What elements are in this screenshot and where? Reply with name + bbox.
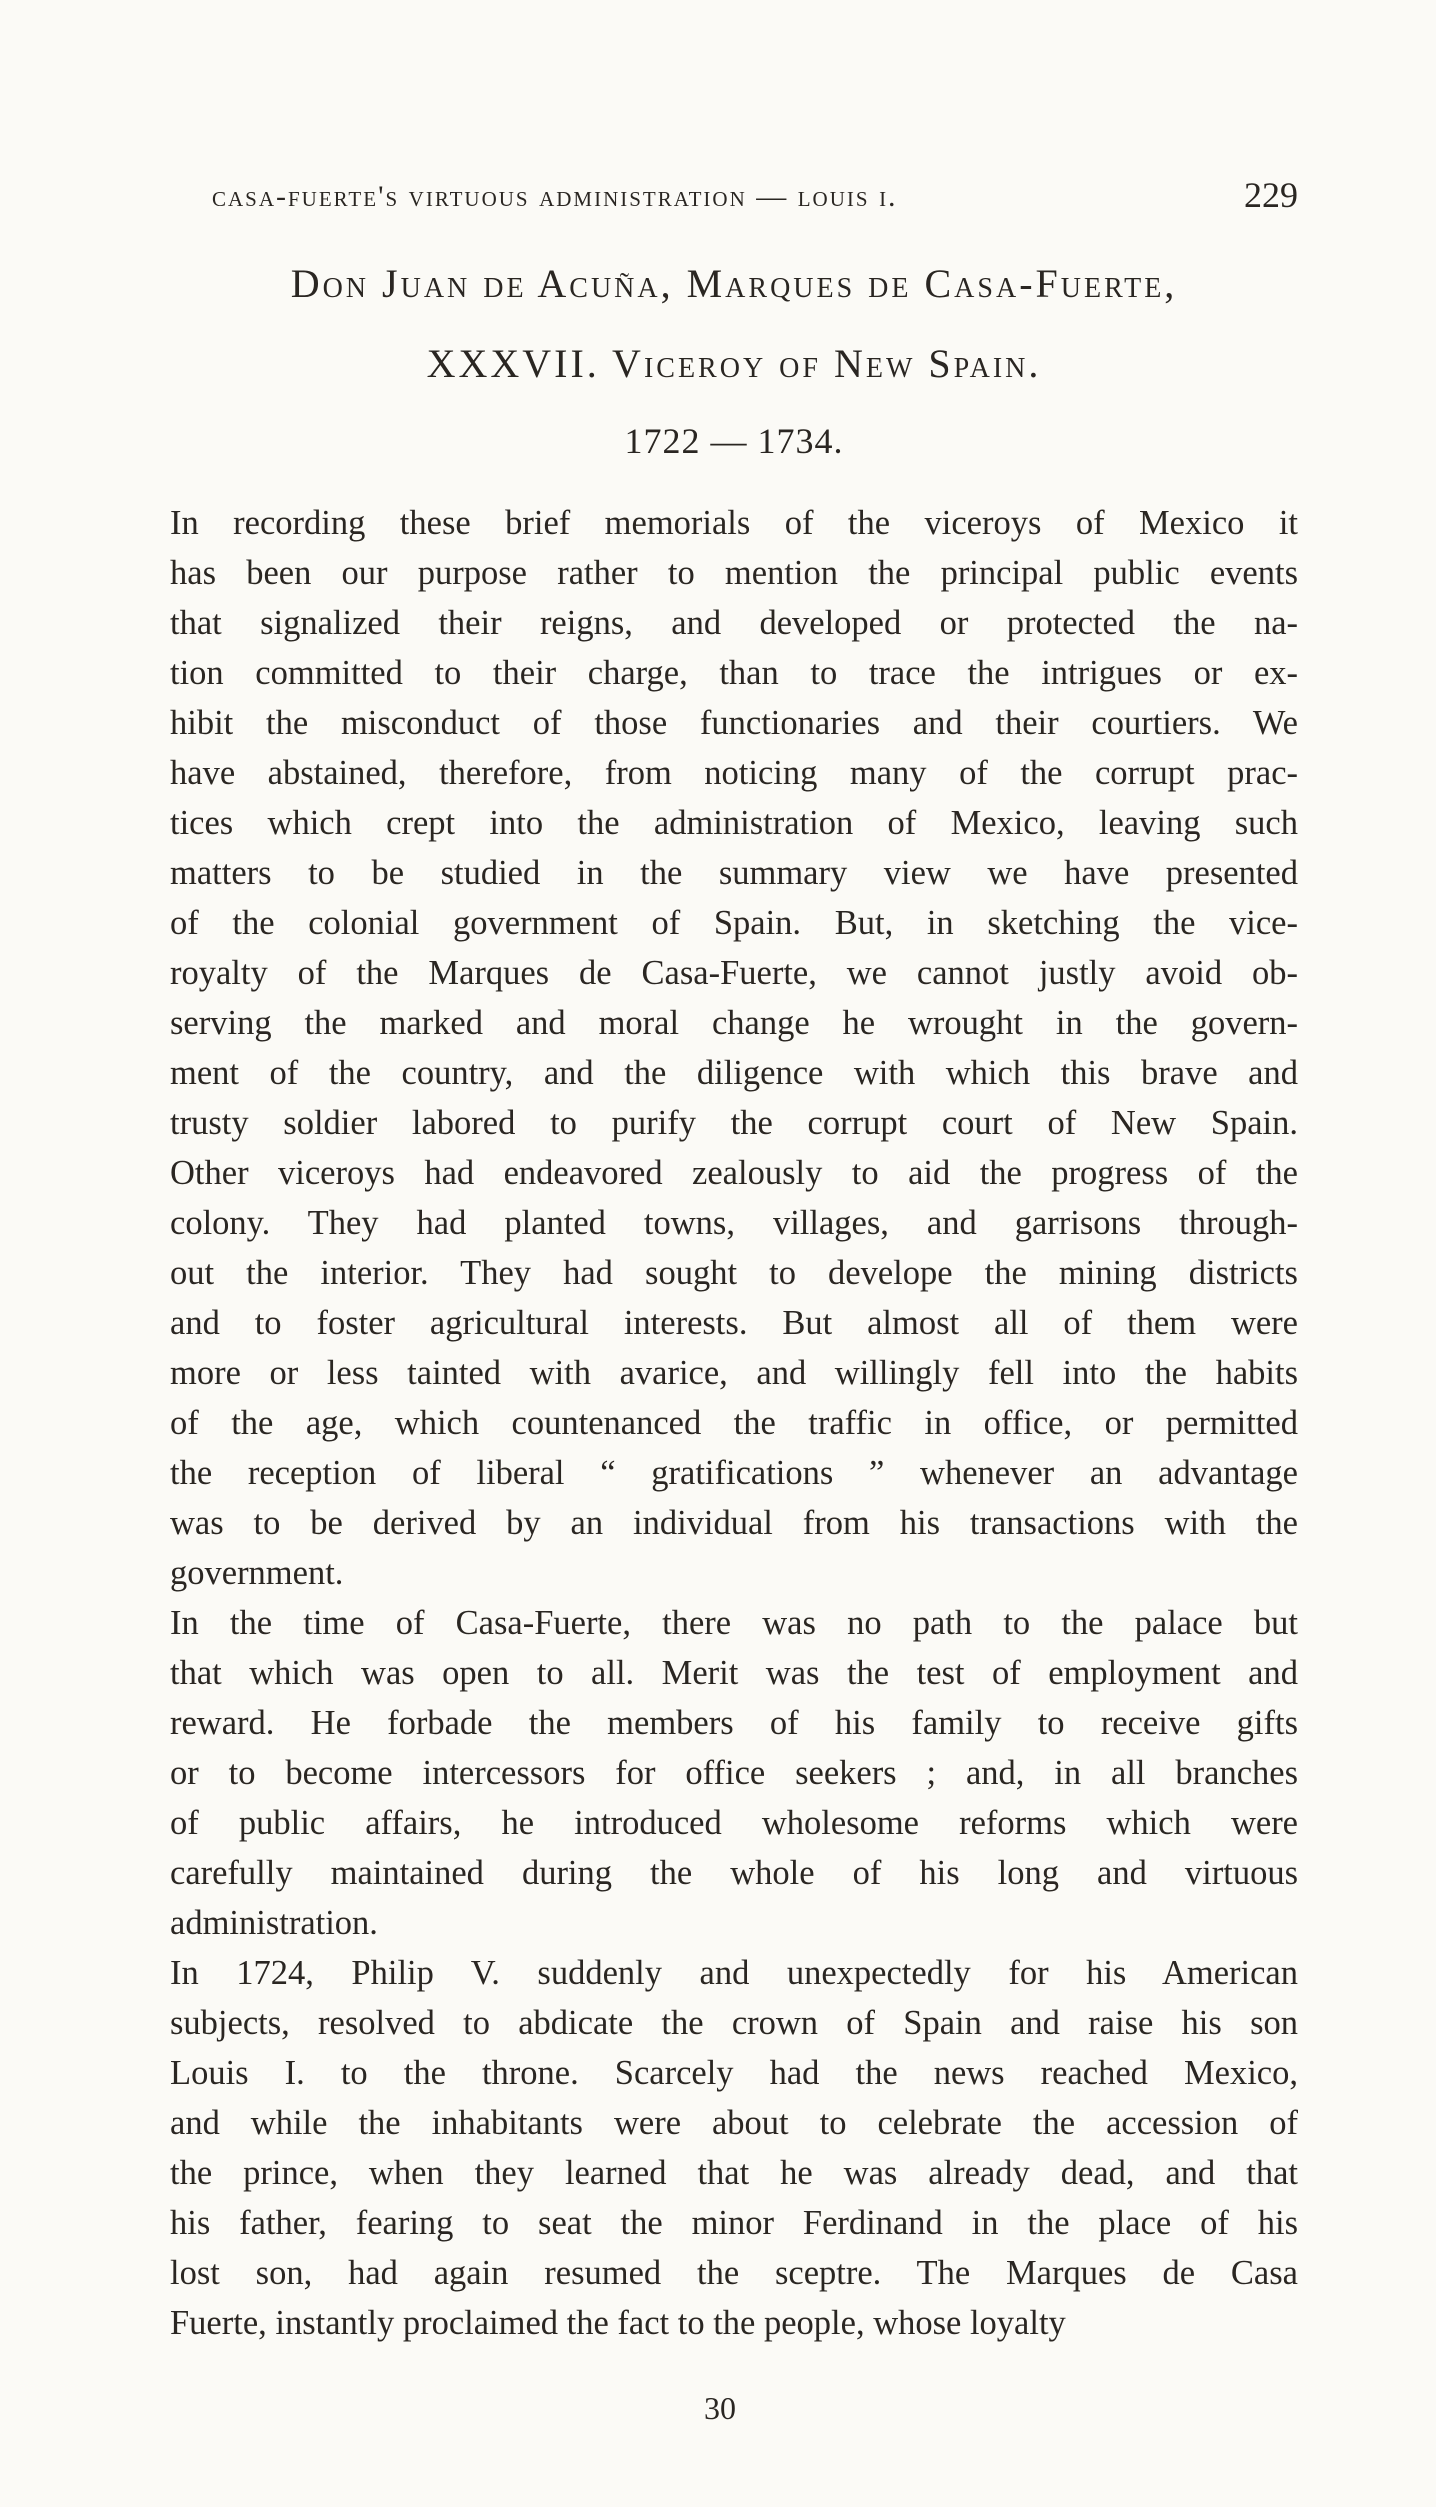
text-line: subjects, resolved to abdicate the crown of Spain and raise his son [170, 2004, 1298, 2042]
text-line: his father, fearing to seat the minor Ferdinand in the place of his [170, 2204, 1298, 2242]
text-line: colony. They had planted towns, villages, and garrisons through- [170, 1204, 1298, 1242]
chapter-heading-title: XXXVII. Viceroy of New Spain. [426, 341, 1042, 386]
text-line: hibit the misconduct of those functionaries and their courtiers. We [170, 704, 1298, 742]
text-line: was to be derived by an individual from his transactions with the [170, 1504, 1298, 1542]
text-line: Louis I. to the throne. Scarcely had the news reached Mexico, [170, 2054, 1298, 2092]
text-line: ment of the country, and the diligence with which this brave and [170, 1054, 1298, 1092]
text-line: In 1724, Philip V. suddenly and unexpectedly for his American [170, 1954, 1298, 1992]
text-line: of public affairs, he introduced wholesome reforms which were [170, 1804, 1298, 1842]
paragraph [170, 498, 1298, 1598]
text-line: more or less tainted with avarice, and willingly fell into the habits [170, 1354, 1298, 1392]
text-line: government. [170, 1554, 344, 1592]
running-head-title: casa-fuerte's virtuous administration — louis i. [212, 180, 898, 213]
text-line: that which was open to all. Merit was the test of employment and [170, 1654, 1298, 1692]
text-line: the prince, when they learned that he was already dead, and that [170, 2154, 1298, 2192]
body-text [170, 498, 1298, 2348]
text-line: that signalized their reigns, and developed or protected the na- [170, 604, 1298, 642]
text-line: carefully maintained during the whole of his long and virtuous [170, 1854, 1298, 1892]
paragraph [170, 1948, 1298, 2348]
text-line: serving the marked and moral change he wrought in the govern- [170, 1004, 1298, 1042]
text-line: Other viceroys had endeavored zealously to aid the progress of the [170, 1154, 1298, 1192]
chapter-heading-dates: 1722 — 1734. [624, 421, 844, 461]
text-line: royalty of the Marques de Casa-Fuerte, we cannot justly avoid ob- [170, 954, 1298, 992]
page-number: 229 [1244, 175, 1298, 215]
text-line: tices which crept into the administration of Mexico, leaving such [170, 804, 1298, 842]
text-line: of the age, which countenanced the traffic in office, or permitted [170, 1404, 1298, 1442]
paragraph [170, 1598, 1298, 1948]
running-head [212, 175, 1298, 224]
text-line: have abstained, therefore, from noticing many of the corrupt prac- [170, 754, 1298, 792]
text-line: has been our purpose rather to mention the principal public events [170, 554, 1298, 592]
text-line: out the interior. They had sought to develope the mining districts [170, 1254, 1298, 1292]
text-line: matters to be studied in the summary view we have presented [170, 854, 1298, 892]
text-line: and while the inhabitants were about to celebrate the accession of [170, 2104, 1298, 2142]
signature-mark: 30 [704, 2390, 736, 2426]
text-line: reward. He forbade the members of his family to receive gifts [170, 1704, 1298, 1742]
text-line: trusty soldier labored to purify the corrupt court of New Spain. [170, 1104, 1298, 1142]
chapter-heading-name: Don Juan de Acuña, Marques de Casa-Fuerte, [290, 261, 1178, 306]
text-line: of the colonial government of Spain. But, in sketching the vice- [170, 904, 1298, 942]
text-line: the reception of liberal “ gratifications ” whenever an advantage [170, 1454, 1298, 1492]
text-line: administration. [170, 1904, 378, 1942]
text-line: In the time of Casa-Fuerte, there was no path to the palace but [170, 1604, 1298, 1642]
text-line: tion committed to their charge, than to trace the intrigues or ex- [170, 654, 1298, 692]
text-line: In recording these brief memorials of the viceroys of Mexico it [170, 504, 1298, 542]
text-line: or to become intercessors for office seekers ; and, in all branches [170, 1754, 1298, 1792]
text-line: and to foster agricultural interests. But almost all of them were [170, 1304, 1298, 1342]
text-line: Fuerte, instantly proclaimed the fact to the people, whose loyalty [170, 2304, 1066, 2342]
text-line: lost son, had again resumed the sceptre. The Marques de Casa [170, 2254, 1298, 2292]
